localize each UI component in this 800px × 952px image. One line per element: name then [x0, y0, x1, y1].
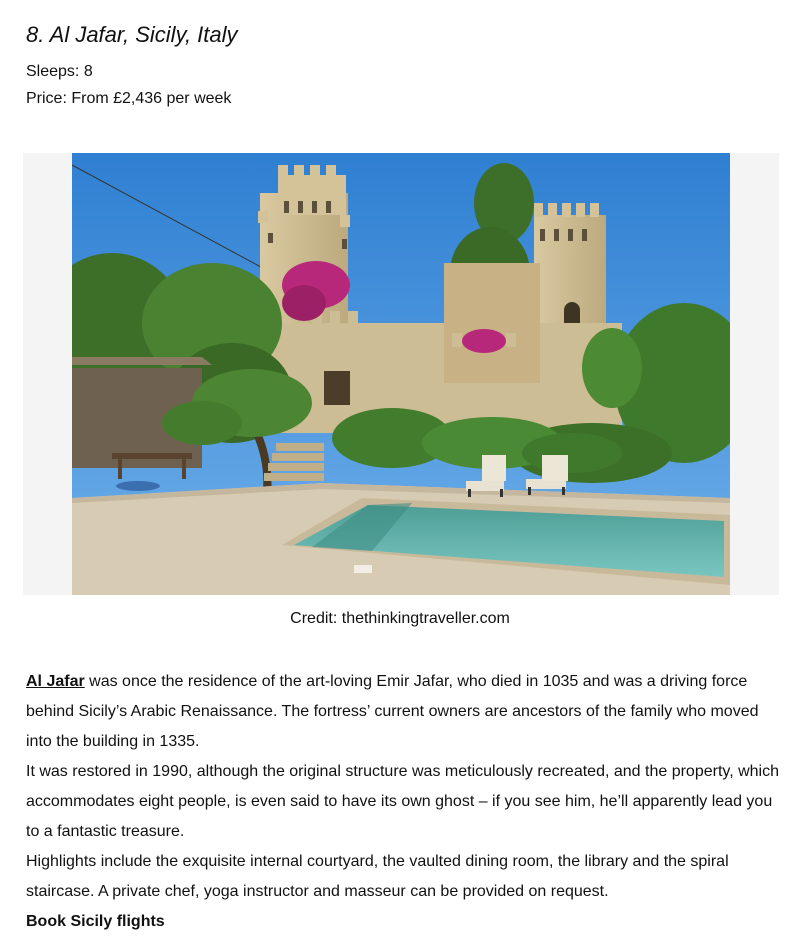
al-jafar-link[interactable]: Al Jafar [26, 673, 85, 690]
photo-frame [23, 153, 779, 595]
image-credit: Credit: thethinkingtraveller.com [290, 610, 510, 627]
castle-photo [72, 153, 730, 595]
paragraph-intro [26, 667, 786, 757]
price-info: Price: From £2,436 per week [26, 90, 232, 107]
paragraph-highlights: Highlights include the exquisite internal courtyard, the vaulted dining room, the library and the spiral staircase. A private chef, yoga instructor and masseur can be provided on request. [26, 853, 729, 900]
sleeps-info: Sleeps: 8 [26, 63, 93, 80]
article-body [26, 667, 786, 937]
paragraph-intro-text: was once the residence of the art-loving Emir Jafar, who died in 1035 and was a driving force behind Sicily’s Arabic Renaissance. The fortress’ current owners are ancestors of the family who moved into the building in 1335. [26, 673, 759, 750]
paragraph-restoration: It was restored in 1990, although the original structure was meticulously recreated, and the property, which accommodates eight people, is even said to have its own ghost – if you see him, he’ll apparently lead you to a fantastic treasure. [26, 763, 779, 840]
book-flights-link[interactable]: Book Sicily flights [26, 913, 165, 930]
article-title: 8. Al Jafar, Sicily, Italy [26, 22, 238, 47]
